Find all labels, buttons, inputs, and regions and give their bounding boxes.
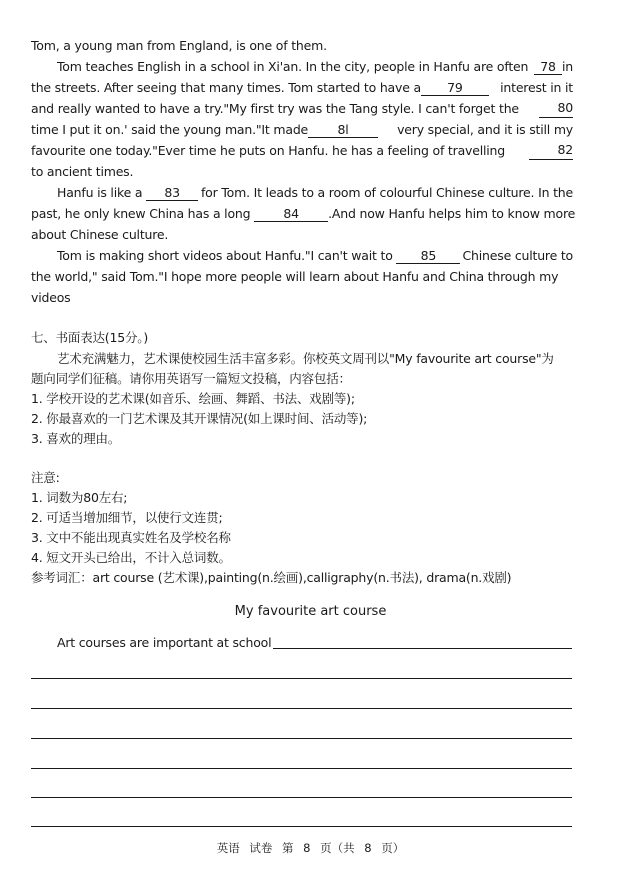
passage-text: interest in it [500,80,573,95]
task-intro: 题向同学们征稿。请你用英语写一篇短文投稿，内容包括： [31,371,351,386]
passage-text: in [562,59,573,74]
passage-line [31,79,573,97]
blank-81: 8l [308,122,378,138]
writing-line[interactable] [31,768,572,769]
note-item: 3. 文中不能出现真实姓名及学校名称 [31,530,231,545]
writing-line[interactable] [31,738,572,739]
passage-text: Tom is making short videos about Hanfu."I can't wait to [57,248,393,263]
notes-title: 注意: [31,470,60,485]
essay-opening: Art courses are important at school [57,635,272,650]
blank-85: 85 [396,248,460,264]
blank-84: 84 [254,206,328,222]
passage-line: to ancient times. [31,164,134,179]
passage-line [31,142,573,160]
task-item: 3. 喜欢的理由。 [31,431,121,446]
blank-83: 83 [146,185,198,201]
passage-text: Tom teaches English in a school in Xi'an. In the city, people in Hanfu are often [57,59,529,74]
passage-line: videos [31,290,71,305]
blank-80: 80 [539,100,573,118]
note-item: 2. 可适当增加细节，以使行文连贯; [31,510,223,525]
page-footer: 英语 试卷 第 8 页（共 8 页） [216,841,405,855]
passage-text: and really wanted to have a try."My first try was the Tang style. I can't forget the [31,101,519,116]
passage-line: the world," said Tom."I hope more people will learn about Hanfu and China through my [31,269,559,284]
passage-line [31,121,573,139]
passage-line: Tom, a young man from England, is one of them. [31,38,327,53]
section-heading: 七、书面表达(15分。) [31,330,149,345]
passage-line [31,100,573,118]
passage-text: .And now Hanfu helps him to know more [328,206,576,221]
passage-line [31,247,573,265]
task-item: 2. 你最喜欢的一门艺术课及其开课情况(如上课时间、活动等); [31,411,368,426]
blank-82: 82 [529,142,573,160]
passage-text: the streets. After seeing that many times. Tom started to have a [31,80,421,95]
passage-text: very special, and it is still my [397,122,573,137]
passage-line [31,205,576,223]
writing-line[interactable] [31,678,572,679]
passage-text: past, he only knew China has a long [31,206,251,221]
passage-text: Chinese culture to [462,248,573,263]
writing-line[interactable] [273,648,572,649]
passage-text: for Tom. It leads to a room of colourful Chinese culture. In the [200,185,573,200]
blank-79: 79 [421,80,489,96]
passage-line [31,58,573,76]
essay-title: My favourite art course [234,604,387,619]
passage-line [31,184,573,202]
task-item: 1. 学校开设的艺术课(如音乐、绘画、舞蹈、书法、戏剧等); [31,391,355,406]
passage-text: Hanfu is like a [57,185,143,200]
passage-line: about Chinese culture. [31,227,169,242]
writing-line[interactable] [31,797,572,798]
task-intro: 艺术充满魅力，艺术课使校园生活丰富多彩。你校英文周刊以"My favourite art course"为 [57,351,554,366]
note-item: 1. 词数为80左右; [31,490,128,505]
writing-line[interactable] [31,708,572,709]
passage-text: time I put it on.' said the young man."It made [31,122,309,137]
vocabulary: 参考词汇：art course (艺术课),painting(n.绘画),calligraphy(n.书法), drama(n.戏剧) [31,570,512,585]
blank-78: 78 [534,59,562,75]
note-item: 4. 短文开头已给出，不计入总词数。 [31,550,231,565]
writing-line[interactable] [31,826,572,827]
passage-text: favourite one today."Ever time he puts on Hanfu. he has a feeling of travelling [31,143,505,158]
